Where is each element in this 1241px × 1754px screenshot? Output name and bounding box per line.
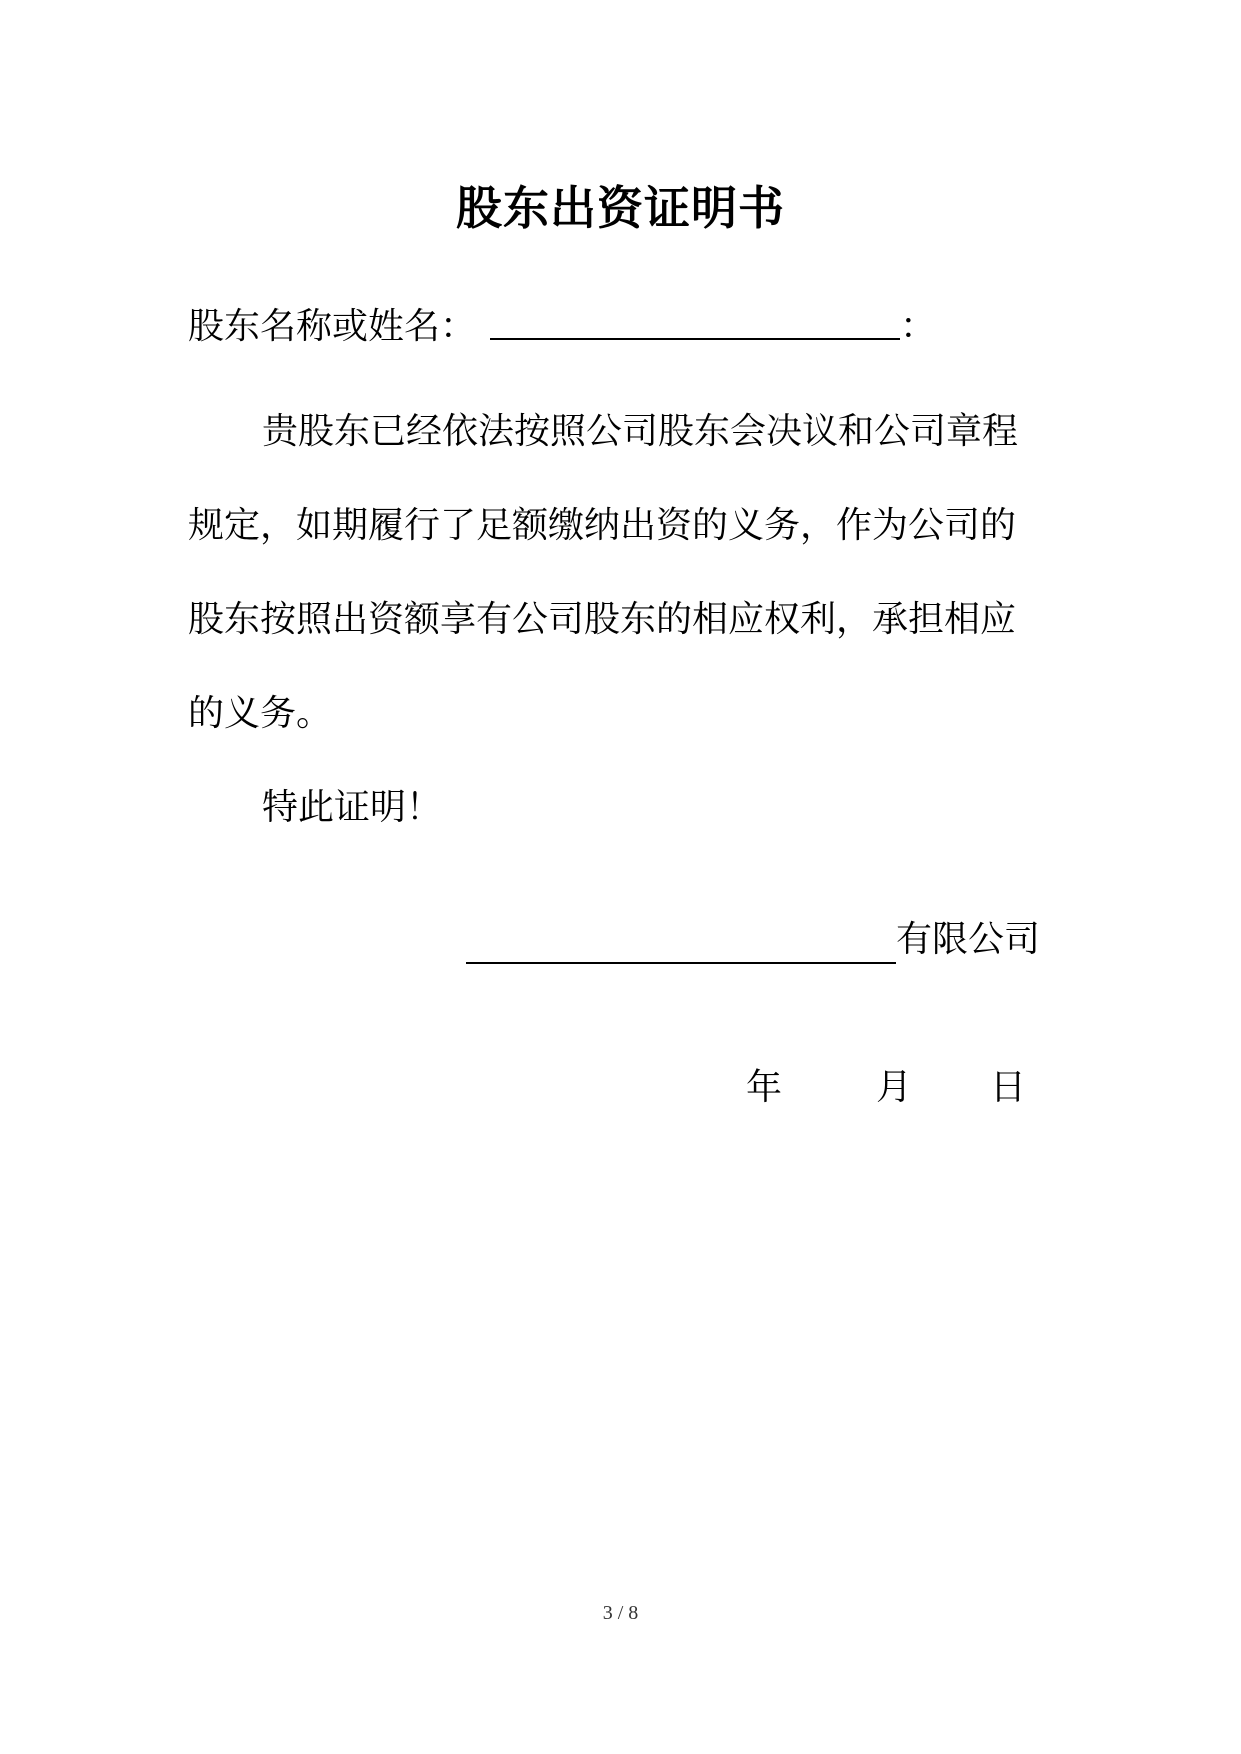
- shareholder-name-field[interactable]: [490, 338, 900, 340]
- body-line-2: 规定，如期履行了足额缴纳出资的义务，作为公司的: [188, 505, 1017, 546]
- closing-statement: 特此证明！: [262, 787, 443, 828]
- body-line-4: 的义务。: [188, 693, 333, 734]
- page-number: 3 / 8: [602, 1602, 639, 1624]
- date-month-label: 月: [876, 1067, 913, 1108]
- shareholder-colon: ：: [900, 306, 937, 347]
- body-line-1: 贵股东已经依法按照公司股东会决议和公司章程: [262, 411, 1019, 452]
- date-day-label: 日: [990, 1067, 1027, 1108]
- shareholder-label: 股东名称或姓名：: [188, 306, 477, 347]
- company-name-field[interactable]: [466, 962, 896, 964]
- document-title: 股东出资证明书: [456, 181, 785, 235]
- body-line-3: 股东按照出资额享有公司股东的相应权利，承担相应: [188, 599, 1017, 640]
- company-suffix: 有限公司: [896, 919, 1041, 960]
- date-year-label: 年: [746, 1067, 783, 1108]
